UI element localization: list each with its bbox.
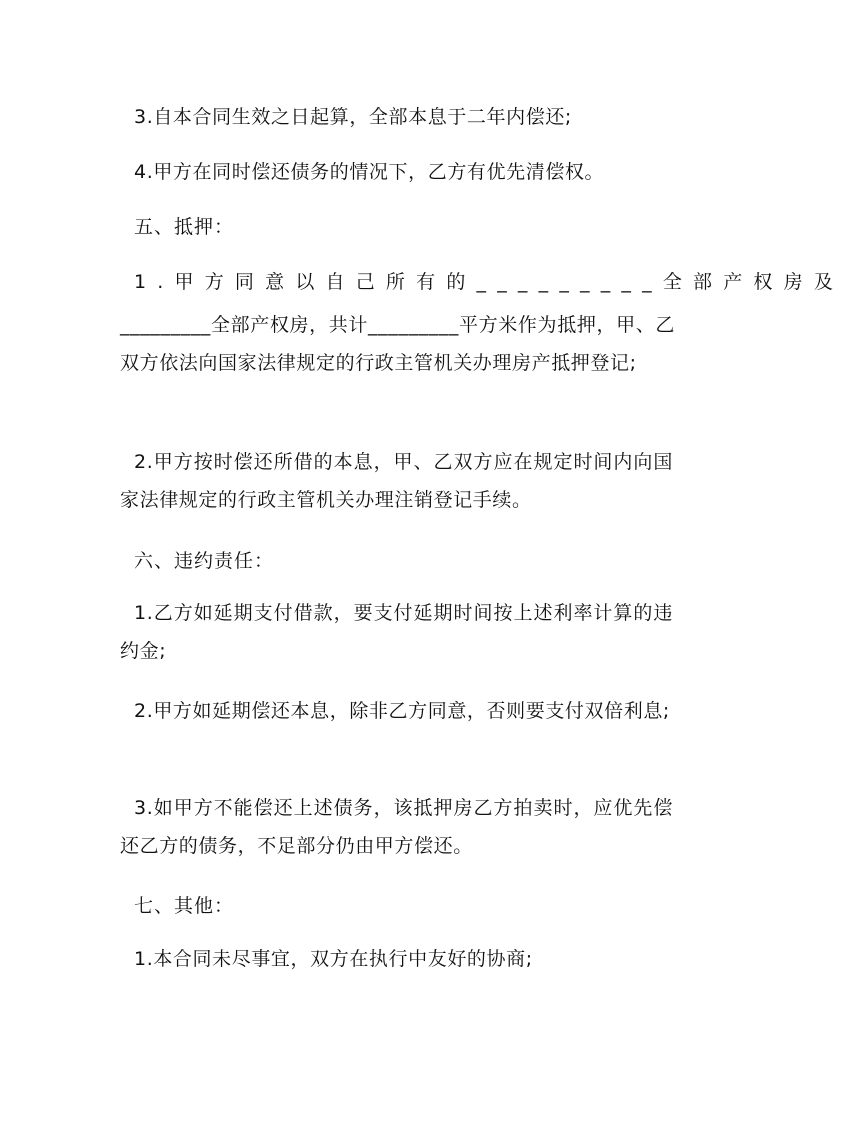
- clause-mortgage-cancellation-text: 2.甲方按时偿还所借的本息，甲、乙双方应在规定时间内向国家法律规定的行政主管机关办理注销登记手续。: [120, 451, 673, 511]
- clause-auction-settlement: [120, 789, 673, 865]
- section-heading-mortgage: 五、抵押：: [134, 216, 235, 238]
- clause-mortgage-property-body: _________全部产权房，共计_________平方米作为抵押，甲、乙双方依法向国家法律规定的行政主管机关办理房产抵押登记;: [120, 314, 675, 374]
- clause-mortgage-property-line1: 1.甲方同意以自己所有的_________全部产权房及: [134, 271, 844, 293]
- clause-late-disbursement: [120, 594, 673, 670]
- clause-priority-right: 4.甲方在同时偿还债务的情况下，乙方有优先清偿权。: [134, 161, 605, 183]
- clause-repayment-term: 3.自本合同生效之日起算，全部本息于二年内偿还;: [134, 106, 572, 128]
- section-heading-breach-liability: 六、违约责任：: [134, 550, 275, 572]
- clause-late-repayment: [120, 692, 673, 730]
- clause-unresolved-matters: 1.本合同未尽事宜，双方在执行中友好的协商;: [134, 948, 533, 970]
- section-heading-other: 七、其他：: [134, 895, 235, 917]
- clause-mortgage-cancellation: [120, 443, 673, 519]
- clause-auction-settlement-text: 3.如甲方不能偿还上述债务，该抵押房乙方拍卖时，应优先偿还乙方的债务，不足部分仍由甲方偿还。: [120, 797, 673, 857]
- clause-late-repayment-text: 2.甲方如延期偿还本息，除非乙方同意，否则要支付双倍利息;: [134, 700, 670, 722]
- clause-late-disbursement-text: 1.乙方如延期支付借款，要支付延期时间按上述利率计算的违约金;: [120, 602, 673, 662]
